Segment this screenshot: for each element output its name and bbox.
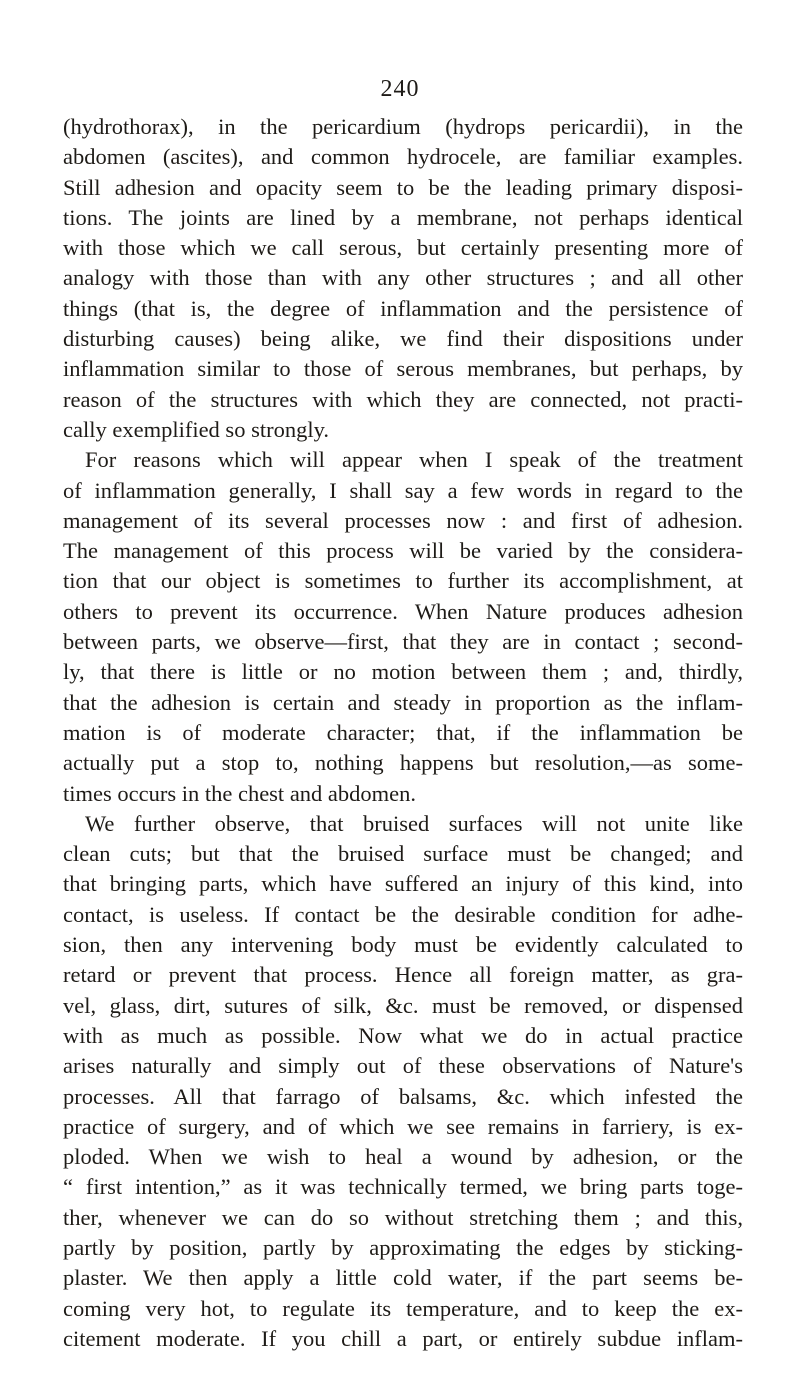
text-line: (hydrothorax), in the pericardium (hydrops pericardii), in the bbox=[63, 114, 743, 139]
text-line: with those which we call serous, but certainly presenting more of bbox=[63, 235, 743, 261]
text-line: between parts, we observe—first, that they are in contact ; second- bbox=[63, 629, 743, 655]
text-line: management of its several processes now : and first of adhesion. bbox=[63, 507, 743, 533]
text-line: We further observe, that bruised surfaces will not unite like bbox=[85, 810, 743, 836]
text-line: ly, that there is little or no motion between them ; and, thirdly, bbox=[63, 659, 743, 685]
text-line: plaster. We then apply a little cold water, if the part seems be- bbox=[63, 1265, 743, 1291]
text-line: others to prevent its occurrence. When Nature produces adhesion bbox=[63, 598, 743, 624]
text-line: ploded. When we wish to heal a wound by adhesion, or the bbox=[63, 1144, 743, 1170]
text-line: inflammation similar to those of serous membranes, but perhaps, by bbox=[63, 356, 743, 382]
text-line: Still adhesion and opacity seem to be the leading primary disposi- bbox=[63, 174, 743, 200]
text-line: sion, then any intervening body must be evidently calculated to bbox=[63, 932, 743, 958]
text-line: that bringing parts, which have suffered an injury of this kind, into bbox=[63, 871, 743, 897]
page-number: 240 bbox=[380, 76, 420, 102]
text-line: mation is of moderate character; that, if the inflammation be bbox=[63, 719, 743, 745]
text-line: reason of the structures with which they are connected, not practi- bbox=[63, 386, 743, 412]
text-line: coming very hot, to regulate its temperature, and to keep the ex- bbox=[63, 1295, 743, 1321]
text-line: For reasons which will appear when I speak of the treatment bbox=[85, 447, 743, 473]
text-line: practice of surgery, and of which we see remains in farriery, is ex- bbox=[63, 1113, 743, 1139]
text-line: clean cuts; but that the bruised surface must be changed; and bbox=[63, 841, 743, 867]
text-line: times occurs in the chest and abdomen. bbox=[63, 780, 417, 806]
text-line: processes. All that farrago of balsams, &c. which infested the bbox=[63, 1083, 743, 1109]
text-line: retard or prevent that process. Hence all foreign matter, as gra- bbox=[63, 962, 743, 988]
text-line: with as much as possible. Now what we do in actual practice bbox=[63, 1022, 743, 1048]
text-line: disturbing causes) being alike, we find their dispositions under bbox=[63, 326, 743, 352]
text-line: cally exemplified so strongly. bbox=[63, 416, 329, 442]
text-line: things (that is, the degree of inflammation and the persistence of bbox=[63, 295, 743, 321]
text-line: abdomen (ascites), and common hydrocele, are familiar examples. bbox=[63, 144, 743, 170]
text-line: arises naturally and simply out of these observations of Nature's bbox=[63, 1053, 743, 1079]
text-line: The management of this process will be varied by the considera- bbox=[63, 538, 743, 564]
text-line: “ first intention,” as it was technically termed, we bring parts toge- bbox=[63, 1174, 743, 1200]
text-line: partly by position, partly by approximating the edges by sticking- bbox=[63, 1234, 743, 1260]
text-line: analogy with those than with any other structures ; and all other bbox=[63, 265, 743, 291]
text-line: contact, is useless. If contact be the desirable condition for adhe- bbox=[63, 901, 743, 927]
text-line: of inflammation generally, I shall say a few words in regard to the bbox=[63, 477, 743, 503]
body-text bbox=[63, 112, 743, 1354]
text-line: tion that our object is sometimes to further its accomplishment, at bbox=[63, 568, 743, 594]
text-line: tions. The joints are lined by a membrane, not perhaps identical bbox=[63, 204, 743, 230]
text-line: citement moderate. If you chill a part, or entirely subdue inflam- bbox=[63, 1325, 743, 1351]
text-line: ther, whenever we can do so without stretching them ; and this, bbox=[63, 1204, 743, 1230]
text-line: that the adhesion is certain and steady in proportion as the inflam- bbox=[63, 689, 743, 715]
text-line: actually put a stop to, nothing happens but resolution,—as some- bbox=[63, 750, 743, 776]
text-line: vel, glass, dirt, sutures of silk, &c. must be removed, or dispensed bbox=[63, 992, 743, 1018]
